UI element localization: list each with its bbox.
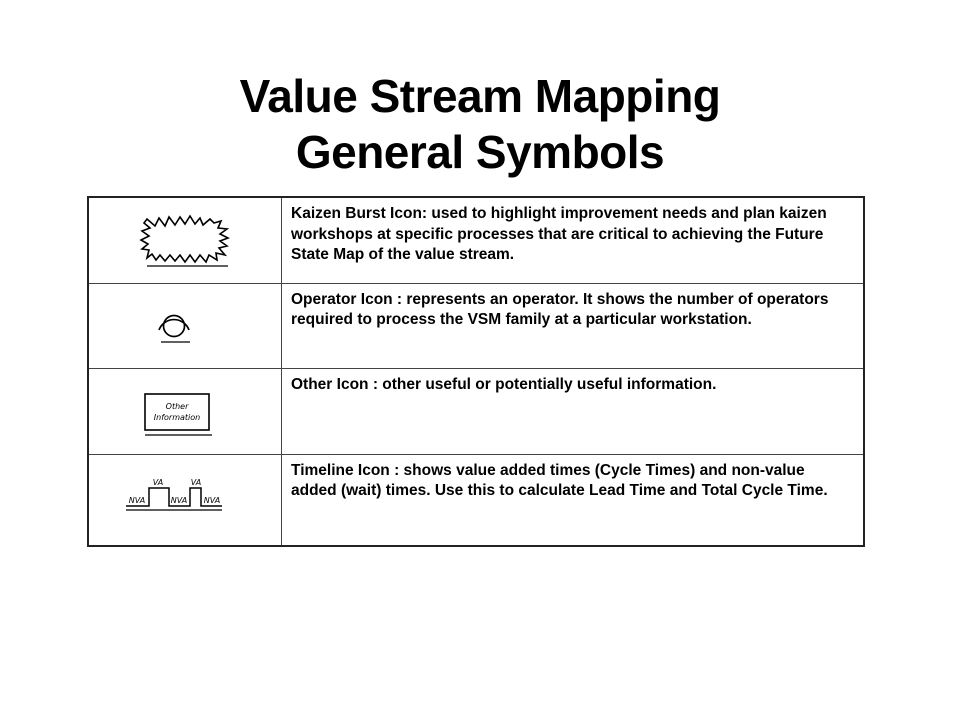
timeline-nva-label-3: NVA — [203, 495, 221, 505]
timeline-va-label-2: VA — [190, 477, 202, 487]
other-information-icon — [89, 369, 281, 454]
icon-cell — [88, 369, 282, 454]
table-row — [88, 197, 864, 283]
title-line-1: Value Stream Mapping — [239, 70, 721, 122]
icon-cell — [88, 197, 282, 283]
other-information-text-1: Other — [165, 402, 189, 412]
table-row — [88, 283, 864, 368]
kaizen-burst-icon — [89, 198, 281, 284]
timeline-nva-label-1: NVA — [128, 495, 146, 505]
table-row — [88, 454, 864, 546]
other-info-description: Other Icon : other useful or potentially useful information. — [282, 369, 865, 454]
table-row — [88, 369, 864, 454]
title-line-2: General Symbols — [295, 126, 665, 178]
timeline-icon — [89, 455, 281, 546]
other-information-text-2: Information — [153, 413, 201, 423]
icon-cell — [88, 283, 282, 368]
icon-cell — [88, 454, 282, 546]
timeline-nva-label-2: NVA — [170, 495, 188, 505]
operator-description: Operator Icon : represents an operator. It shows the number of operators required to process the VSM family at a particular workstation. — [282, 283, 865, 368]
timeline-va-label-1: VA — [152, 477, 164, 487]
timeline-description: Timeline Icon : shows value added times (Cycle Times) and non-value added (wait) times. Use this to calculate Lead Time and Total Cycle Time. — [282, 454, 865, 546]
slide-title — [0, 68, 960, 180]
operator-icon — [89, 284, 281, 369]
kaizen-burst-description: Kaizen Burst Icon: used to highlight improvement needs and plan kaizen workshops at specific processes that are critical to achieving the Future State Map of the value stream. — [282, 197, 865, 283]
symbols-table — [87, 196, 865, 547]
